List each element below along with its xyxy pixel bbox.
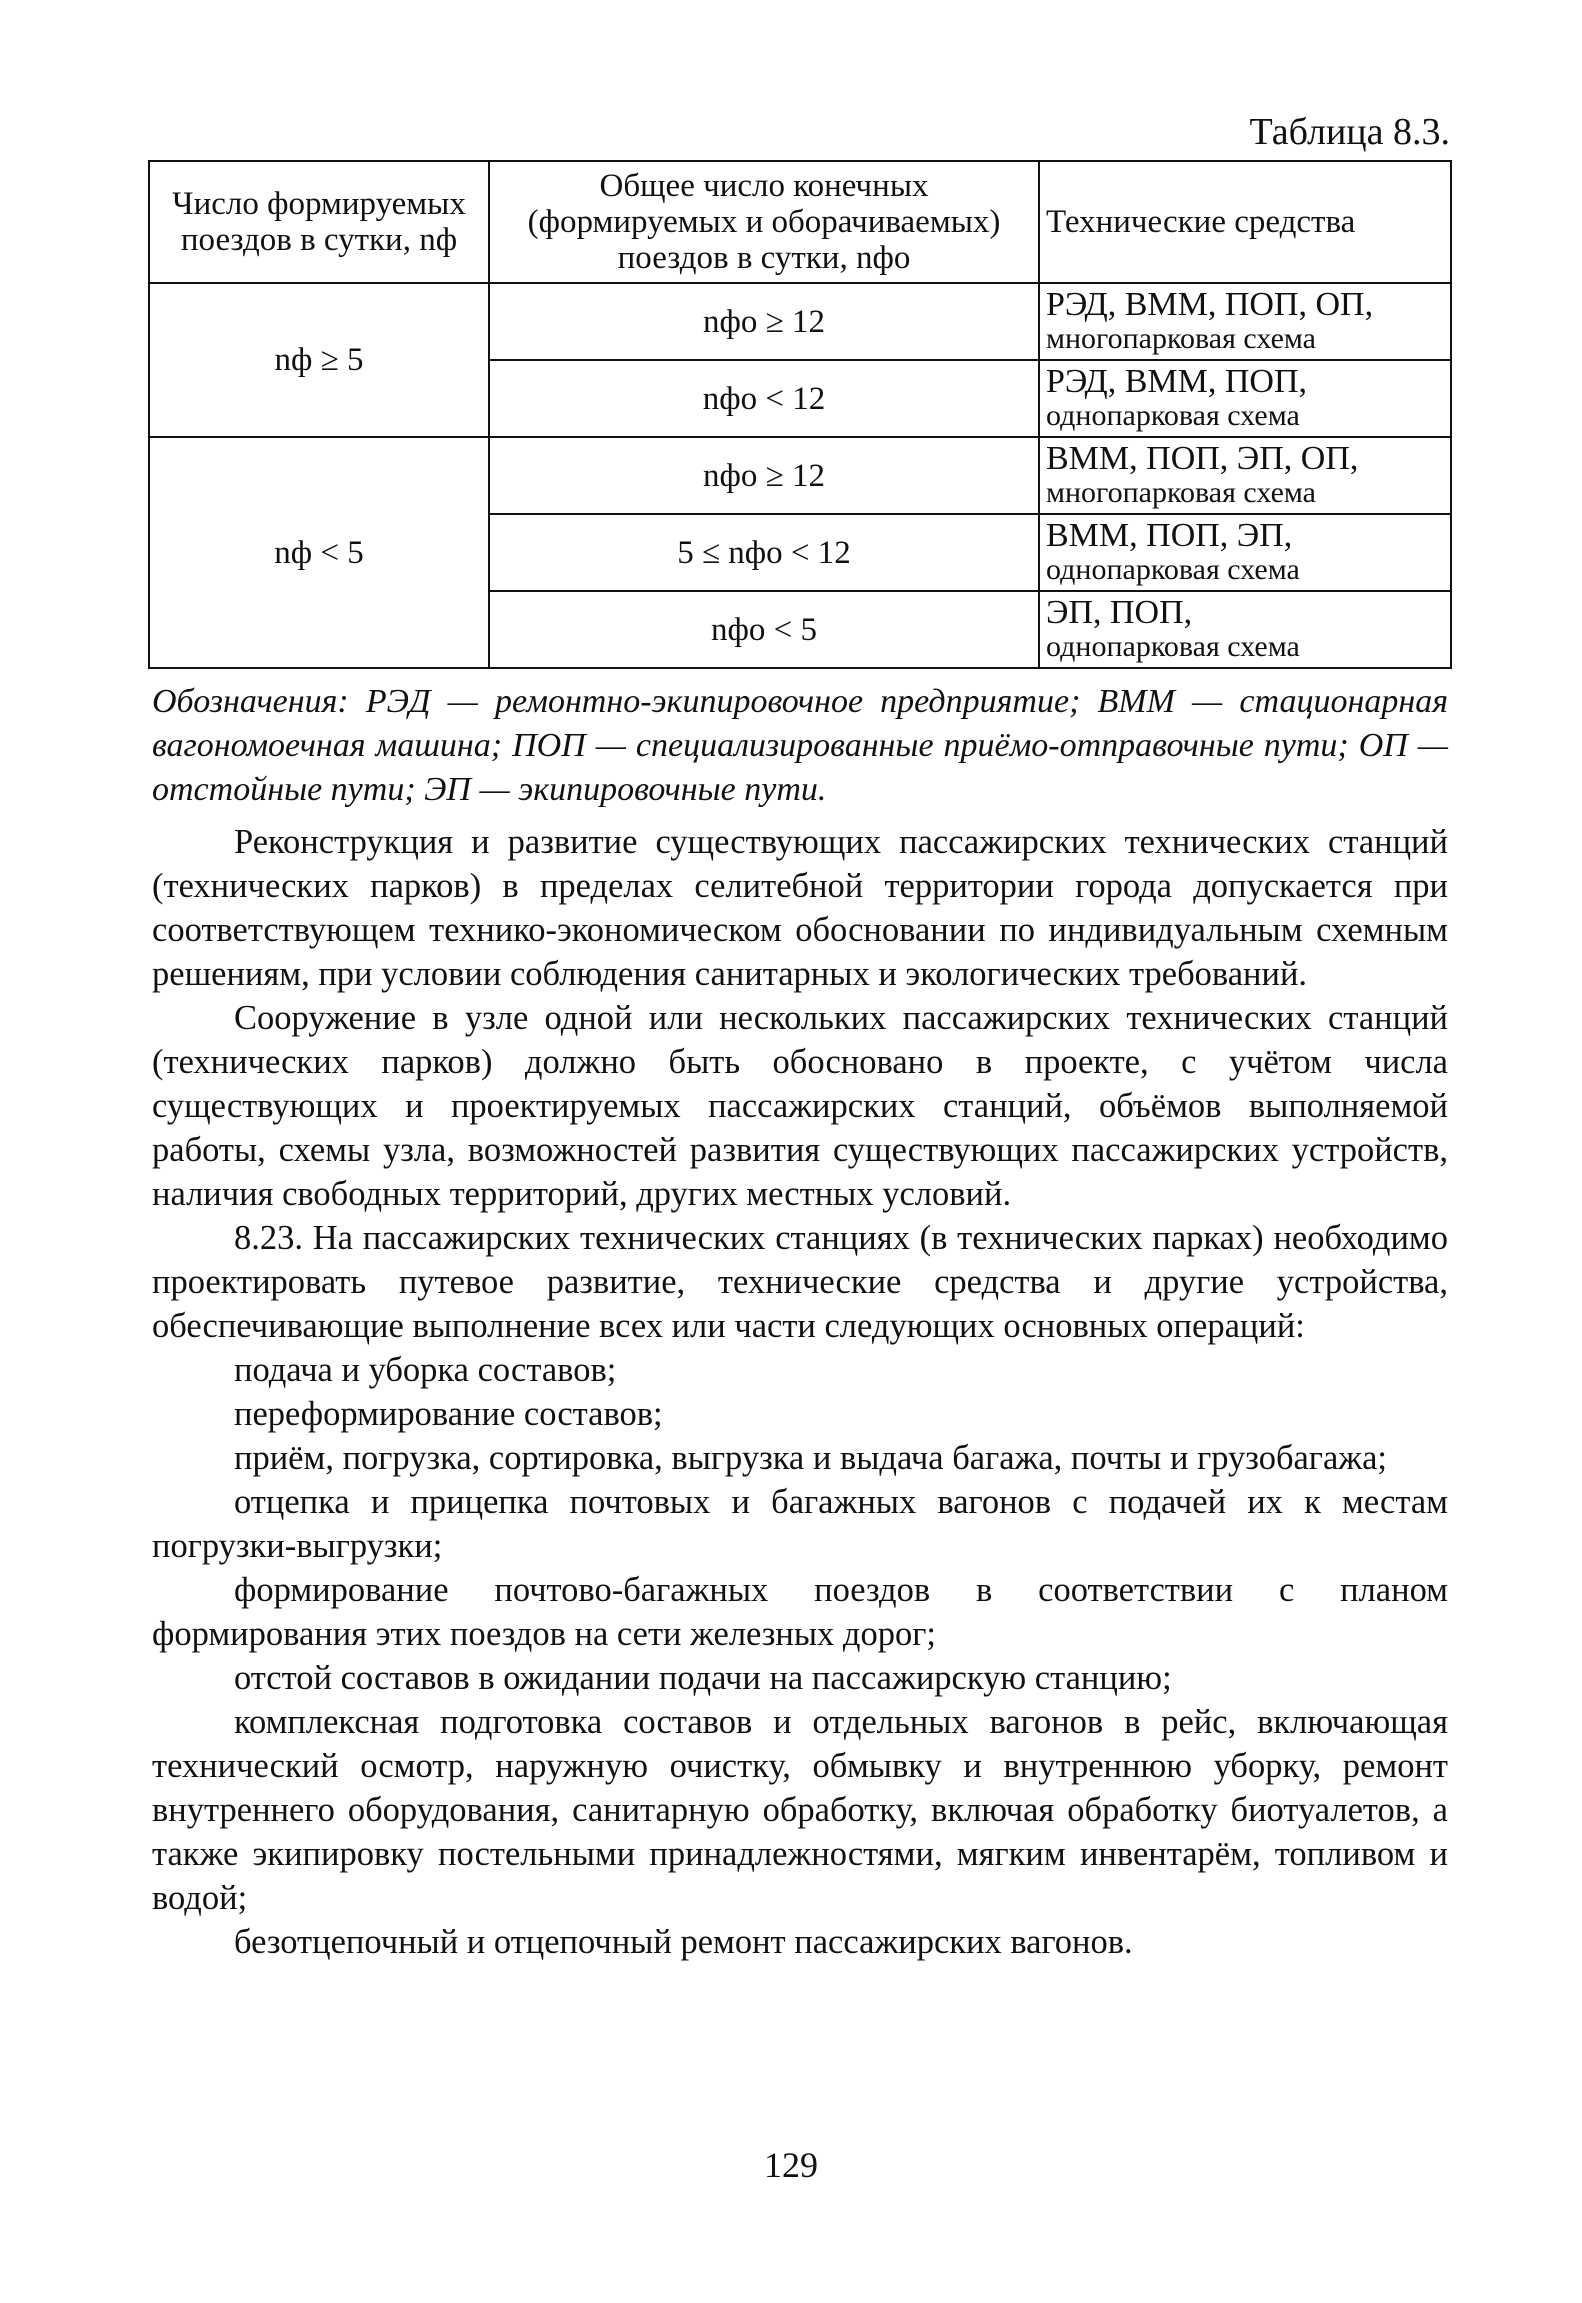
list-item: формирование почтово-багажных поездов в соответствии с планом формирования этих поездов на сети железных дорог; [152,1571,1448,1653]
list-item: отцепка и прицепка почтовых и багажных вагонов с подачей их к местам погрузки-выгрузки; [152,1483,1448,1565]
header-trains-formed: Число формируемых поездов в сутки, nф [149,161,489,283]
table-row [149,437,1451,514]
abbreviation-notes: Обозначения: РЭД — ремонтно-экипировочное предприятие; ВММ — стационарная вагономоечная машина; ПОП — специализированные приёмо-отправочные пути; ОП — отстойные пути; ЭП — экипировочные пути. [152,683,1448,808]
scheme-line: многопарковая схема [1046,321,1316,355]
list-item: приём, погрузка, сортировка, выгрузка и выдача багажа, почты и грузобагажа; [234,1439,1388,1477]
scheme-line: однопарковая схема [1046,552,1300,586]
scheme-line: однопарковая схема [1046,629,1300,663]
tech-line: РЭД, ВММ, ПОП, [1046,362,1307,400]
list-item: безотцепочный и отцепочный ремонт пассажирских вагонов. [234,1923,1133,1961]
table-row [149,283,1451,360]
tech-line: ЭП, ПОП, [1046,593,1193,631]
paragraph: 8.23. На пассажирских технических станциях (в технических парках) необходимо проектировать путевое развитие, технические средства и другие устройства, обеспечивающие выполнение всех или части следующих основных операций: [152,1219,1448,1345]
group-condition: nф ≥ 5 [149,283,489,437]
page-number: 129 [764,2145,818,2185]
tech-line: РЭД, ВММ, ПОП, ОП, [1046,285,1374,323]
body-text [152,820,1448,1964]
technical-means-table [148,160,1452,669]
tech-line: ВММ, ПОП, ЭП, [1046,516,1293,554]
count-cell: 5 ≤ nфо < 12 [489,514,1039,591]
technical-means-cell [1039,437,1451,514]
scheme-line: однопарковая схема [1046,398,1300,432]
group-condition: nф < 5 [149,437,489,668]
count-cell: nфо ≥ 12 [489,437,1039,514]
count-cell: nфо < 5 [489,591,1039,668]
list-item: отстой составов в ожидании подачи на пассажирскую станцию; [234,1659,1172,1697]
tech-line: ВММ, ПОП, ЭП, ОП, [1046,439,1359,477]
table-caption: Таблица 8.3. [1249,111,1450,153]
header-total-trains: Общее число конечных (формируемых и оборачиваемых) поездов в сутки, nфо [489,161,1039,283]
technical-means-cell [1039,283,1451,360]
count-cell: nфо < 12 [489,360,1039,437]
paragraph: Реконструкция и развитие существующих пассажирских технических станций (технических парков) в пределах селитебной территории города допускается при соответствующем технико-экономическом обосновании по индивидуальным схемным решениям, при условии соблюдения санитарных и экологических требований. [152,823,1448,993]
technical-means-cell [1039,591,1451,668]
technical-means-cell [1039,514,1451,591]
list-item: комплексная подготовка составов и отдельных вагонов в рейс, включающая технический осмотр, наружную очистку, обмывку и внутреннюю уборку, ремонт внутреннего оборудования, санитарную обработку, включая обработку биотуалетов, а также экипировку постельными принадлежностями, мягким инвентарём, топливом и водой; [152,1703,1448,1917]
list-item: подача и уборка составов; [234,1351,617,1389]
list-item: переформирование составов; [234,1395,663,1433]
header-technical-means: Технические средства [1039,161,1451,283]
scheme-line: многопарковая схема [1046,475,1316,509]
count-cell: nфо ≥ 12 [489,283,1039,360]
table-header-row [149,161,1451,283]
paragraph: Сооружение в узле одной или нескольких пассажирских технических станций (технических парков) должно быть обосновано в проекте, с учётом числа существующих и проектируемых пассажирских станций, объёмов выполняемой работы, схемы узла, возможностей развития существующих пассажирских устройств, наличия свободных территорий, других местных условий. [152,999,1448,1213]
technical-means-cell [1039,360,1451,437]
